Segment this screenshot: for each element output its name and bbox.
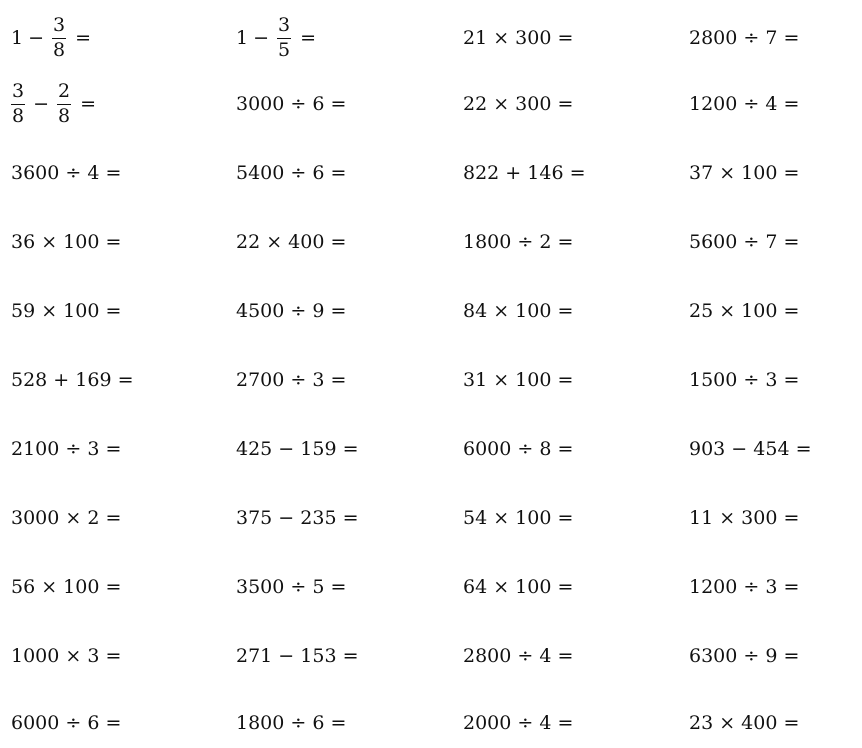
numerator: 3 <box>12 79 25 102</box>
problem-row <box>0 424 862 474</box>
denominator: 8 <box>53 38 66 61</box>
problem: 5600 ÷ 7 = <box>689 230 800 253</box>
problem: 2700 ÷ 3 = <box>236 368 347 391</box>
denominator: 8 <box>12 104 25 127</box>
problem-fraction-2 <box>236 13 316 63</box>
problem: 822 + 146 = <box>463 161 586 184</box>
denominator: 8 <box>58 104 71 127</box>
problem: 6000 ÷ 6 = <box>11 711 122 734</box>
problem: 1800 ÷ 6 = <box>236 711 347 734</box>
problem: 31 × 100 = <box>463 368 574 391</box>
problem: 1200 ÷ 4 = <box>689 92 800 115</box>
problem-row <box>0 217 862 267</box>
problem: 6000 ÷ 8 = <box>463 437 574 460</box>
problem-row <box>0 355 862 405</box>
fraction <box>277 13 291 61</box>
problem: 5400 ÷ 6 = <box>236 161 347 184</box>
problem-row <box>0 13 862 63</box>
whole-number: 1 <box>236 26 249 49</box>
problem-row <box>0 562 862 612</box>
problem: 1800 ÷ 2 = <box>463 230 574 253</box>
problem: 59 × 100 = <box>11 299 122 322</box>
denominator: 5 <box>278 38 291 61</box>
whole-number: 1 <box>11 26 24 49</box>
problem: 1500 ÷ 3 = <box>689 368 800 391</box>
problem-row <box>0 148 862 198</box>
problem-row <box>0 698 862 748</box>
numerator: 3 <box>53 13 66 36</box>
fraction <box>52 13 66 61</box>
minus-sign: − <box>33 92 50 115</box>
problem: 22 × 300 = <box>463 92 574 115</box>
problem: 2800 ÷ 4 = <box>463 644 574 667</box>
problem: 25 × 100 = <box>689 299 800 322</box>
problem: 2100 ÷ 3 = <box>11 437 122 460</box>
problem: 1200 ÷ 3 = <box>689 575 800 598</box>
fraction <box>57 79 71 127</box>
problem: 2000 ÷ 4 = <box>463 711 574 734</box>
numerator: 2 <box>58 79 71 102</box>
problem: 528 + 169 = <box>11 368 134 391</box>
problem: 2800 ÷ 7 = <box>689 26 800 49</box>
problem: 64 × 100 = <box>463 575 574 598</box>
problem: 36 × 100 = <box>11 230 122 253</box>
problem: 1000 × 3 = <box>11 644 122 667</box>
equals-sign: = <box>300 26 317 49</box>
problem: 425 − 159 = <box>236 437 359 460</box>
minus-sign: − <box>28 26 45 49</box>
fraction <box>11 79 25 127</box>
problem: 3600 ÷ 4 = <box>11 161 122 184</box>
problem-row <box>0 631 862 681</box>
problem-row <box>0 286 862 336</box>
problem: 3000 ÷ 6 = <box>236 92 347 115</box>
problem: 903 − 454 = <box>689 437 812 460</box>
numerator: 3 <box>278 13 291 36</box>
problem: 271 − 153 = <box>236 644 359 667</box>
problem: 11 × 300 = <box>689 506 800 529</box>
problem: 4500 ÷ 9 = <box>236 299 347 322</box>
equals-sign: = <box>80 92 97 115</box>
equals-sign: = <box>75 26 92 49</box>
problem: 84 × 100 = <box>463 299 574 322</box>
problem: 22 × 400 = <box>236 230 347 253</box>
problem-fraction-1 <box>11 13 91 63</box>
minus-sign: − <box>253 26 270 49</box>
problem: 375 − 235 = <box>236 506 359 529</box>
problem: 37 × 100 = <box>689 161 800 184</box>
problem-row <box>0 493 862 543</box>
problem: 56 × 100 = <box>11 575 122 598</box>
problem: 54 × 100 = <box>463 506 574 529</box>
problem: 3000 × 2 = <box>11 506 122 529</box>
problem: 3500 ÷ 5 = <box>236 575 347 598</box>
problem: 23 × 400 = <box>689 711 800 734</box>
problem: 21 × 300 = <box>463 26 574 49</box>
problem-row <box>0 79 862 129</box>
problem: 6300 ÷ 9 = <box>689 644 800 667</box>
problem-fraction-3 <box>11 79 96 129</box>
